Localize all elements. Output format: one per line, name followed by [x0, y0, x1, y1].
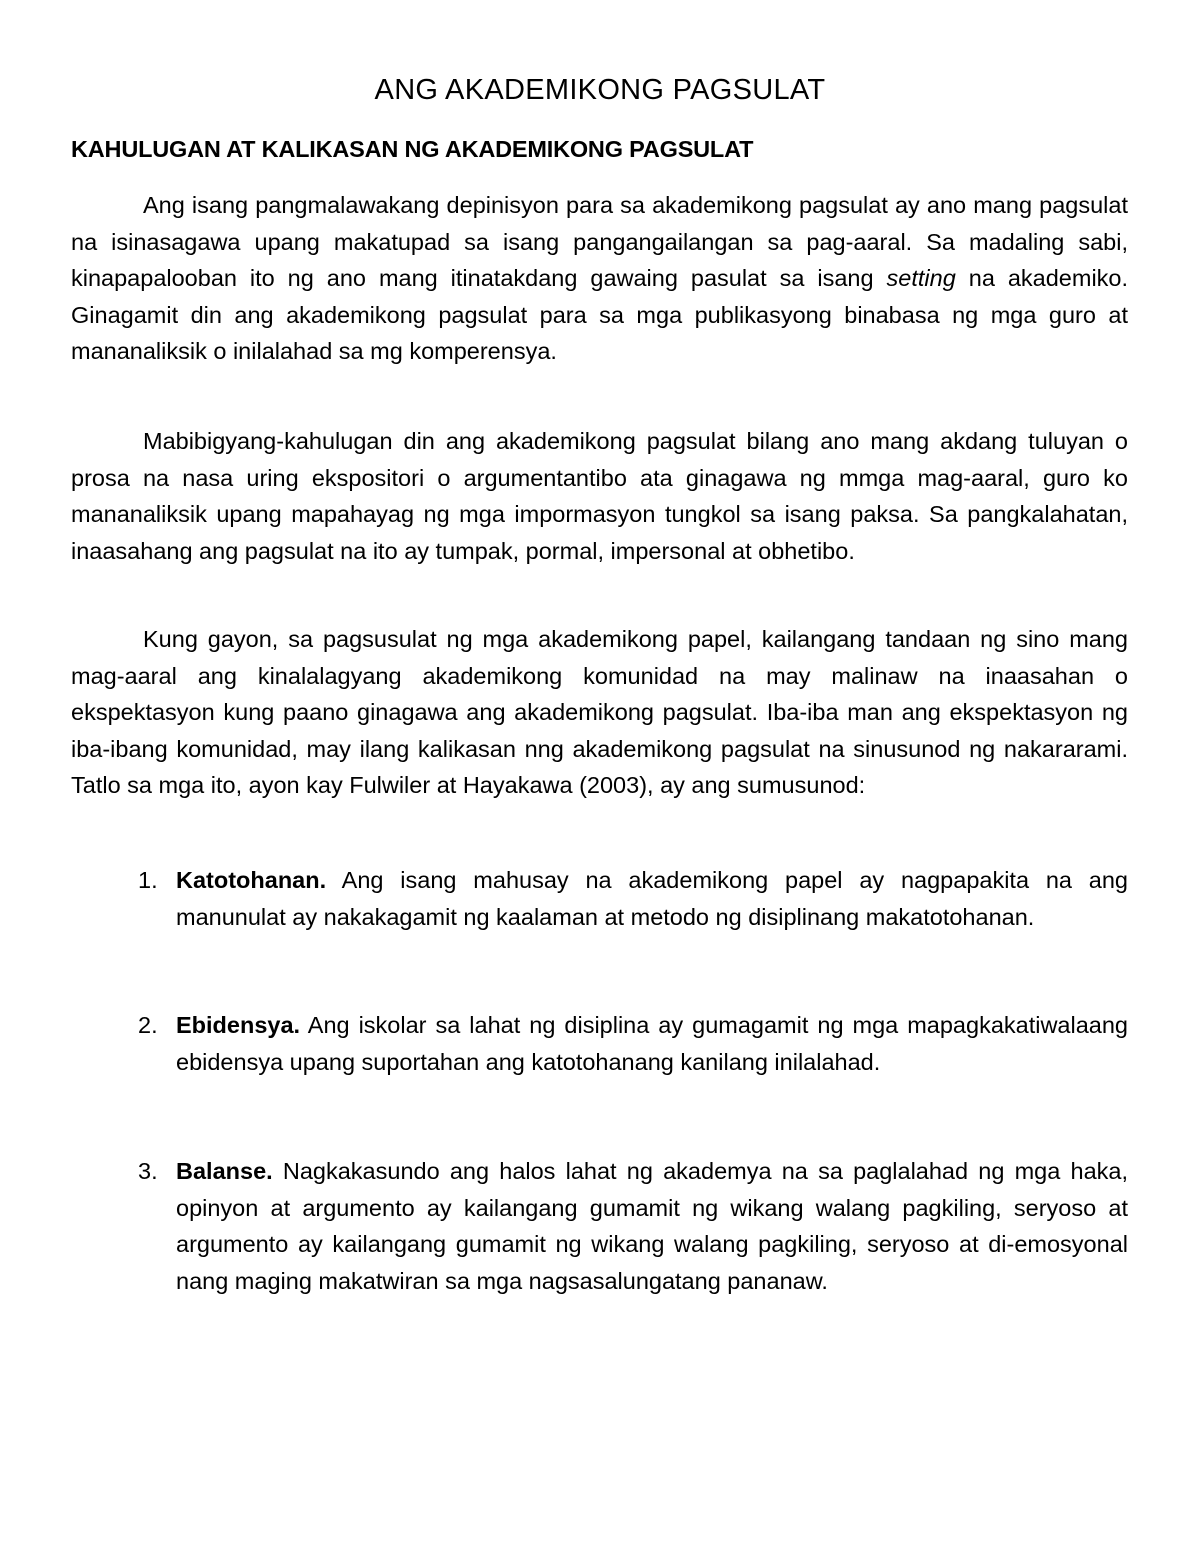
list-term: Balanse. [176, 1158, 273, 1184]
paragraph-expectations: Kung gayon, sa pagsusulat ng mga akademikong papel, kailangang tandaan ng sino mang mag-aaral ang kinalalagyang akademikong komunidad na may malinaw na inaasahan o ekspektasyon kung paano ginagawa ang akademikong pagsulat. Iba-iba man ang ekspektasyon ng iba-ibang komunidad, may ilang kalikasan nng akademikong pagsulat na sinusunod ng nakararami. Tatlo sa mga ito, ayon kay Fulwiler at Hayakawa (2003), ay ang sumusunod: [71, 626, 1128, 799]
list-description: Ang iskolar sa lahat ng disiplina ay gumagamit ng mga mapagkakatiwalaang ebidensya upang suportahan ang katotohanang kanilang inilalahad. [176, 1012, 1129, 1075]
list-item-body [176, 1153, 1128, 1299]
list-term: Katotohanan. [176, 867, 327, 893]
document-title: ANG AKADEMIKONG PAGSULAT [374, 74, 826, 106]
list-description: Nagkakasundo ang halos lahat ng akademya na sa paglalahad ng mga haka, opinyon at argumento ay kailangang gumamit ng wikang walang pagkiling, seryoso at argumento ay kailangang gumamit ng wikang walang pagkiling, seryoso at di-emosyonal nang maging makatwiran sa mga nagsasalungatang pananaw. [176, 1158, 1129, 1294]
list-number: 2. [138, 1012, 158, 1038]
list-item [138, 1007, 1128, 1080]
paragraph-definition-text: Ang isang pangmalawakang depinisyon para sa akademikong pagsulat ay ano mang pagsulat na isinasagawa upang makatupad sa isang pangangailangan sa pag-aaral. Sa madaling sabi, kinapapalooban ito ng ano mang itinatakdang gawaing pasulat sa isang [71, 192, 1128, 292]
list-number: 1. [138, 867, 158, 893]
list-term: Ebidensya. [176, 1012, 301, 1038]
list-description: Ang isang mahusay na akademikong papel ay nagpapakita na ang manunulat ay nakakagamit ng kaalaman at metodo ng disiplinang makatotohanan. [176, 867, 1129, 930]
paragraph-definition [71, 187, 1128, 370]
list-item [138, 1153, 1128, 1299]
paragraph-definition-text-end: na akademiko. Ginagamit din ang akademikong pagsulat para sa mga publikasyong binabasa ng mga guro at mananaliksik o inilalahad sa mg komperensya. [71, 265, 1129, 365]
section-heading: KAHULUGAN AT KALIKASAN NG AKADEMIKONG PAGSULAT [71, 136, 754, 162]
list-number: 3. [138, 1158, 158, 1184]
italic-term-setting: setting [886, 265, 956, 292]
list-item-body [176, 1007, 1128, 1080]
list-item [138, 862, 1128, 935]
list-item-body [176, 862, 1128, 935]
paragraph-meaning: Mabibigyang-kahulugan din ang akademikong pagsulat bilang ano mang akdang tuluyan o prosa na nasa uring ekspositori o argumentantibo ata ginagawa ng mmga mag-aaral, guro ko mananaliksik upang mapahayag ng mga impormasyon tungkol sa isang paksa. Sa pangkalahatan, inaasahang ang pagsulat na ito ay tumpak, pormal, impersonal at obhetibo. [71, 428, 1128, 564]
